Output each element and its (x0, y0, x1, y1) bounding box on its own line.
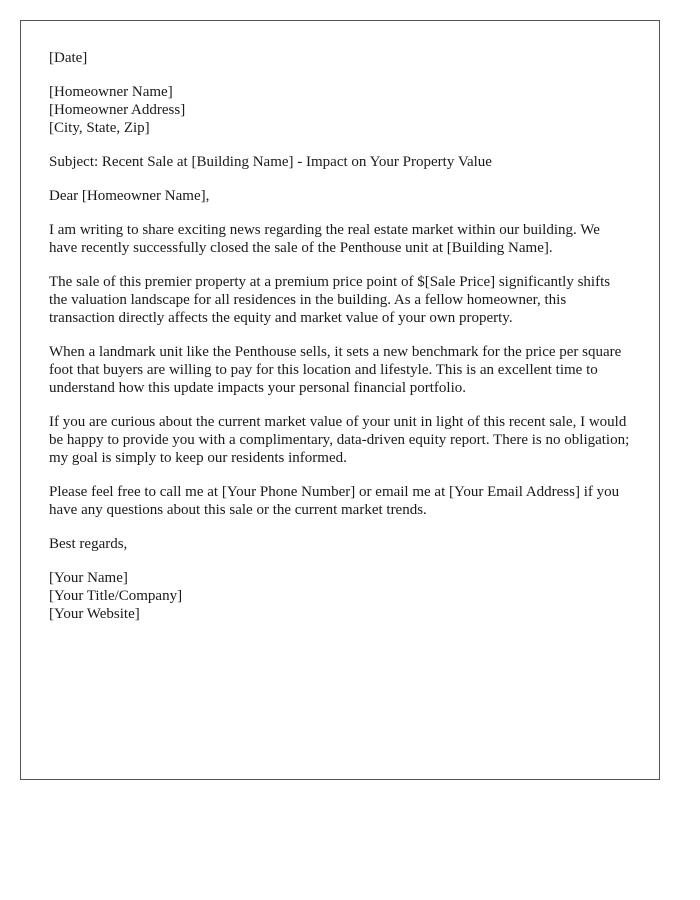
body-paragraph-2: The sale of this premier property at a premium price point of $[Sale Price] significantly shifts the valuation landscape for all residences in the building. As a fellow homeowner, this transaction directly affects the equity and market value of your own property. (49, 274, 611, 326)
closing-block (49, 535, 631, 553)
closing: Best regards, (49, 536, 128, 552)
letter-page (20, 20, 660, 780)
signature-website: [Your Website] (49, 606, 140, 622)
body-paragraph-1: I am writing to share exciting news regarding the real estate market within our building. We have recently successfully closed the sale of the Penthouse unit at [Building Name]. (49, 222, 600, 256)
recipient-city-state-zip: [City, State, Zip] (49, 120, 150, 136)
date-block (49, 49, 631, 67)
salutation-block (49, 187, 631, 205)
recipient-address: [Homeowner Address] (49, 102, 186, 118)
signature-name: [Your Name] (49, 570, 128, 586)
subject-block (49, 153, 631, 171)
letter-date: [Date] (49, 50, 88, 66)
subject-line: Subject: Recent Sale at [Building Name] - Impact on Your Property Value (49, 154, 492, 170)
body-paragraph-4: If you are curious about the current market value of your unit in light of this recent sale, I would be happy to provide you with a complimentary, data-driven equity report. There is no obligation; my goal is simply to keep our residents informed. (49, 414, 630, 466)
body-paragraph-3: When a landmark unit like the Penthouse sells, it sets a new benchmark for the price per square foot that buyers are willing to pay for this location and lifestyle. This is an excellent time to understand how this update impacts your personal financial portfolio. (49, 344, 622, 396)
recipient-address-block (49, 83, 631, 137)
salutation: Dear [Homeowner Name], (49, 188, 210, 204)
signature-title-company: [Your Title/Company] (49, 588, 183, 604)
recipient-name: [Homeowner Name] (49, 84, 173, 100)
body-paragraph-5: Please feel free to call me at [Your Phone Number] or email me at [Your Email Address] if you have any questions about this sale or the current market trends. (49, 484, 620, 518)
signature-block (49, 569, 631, 623)
